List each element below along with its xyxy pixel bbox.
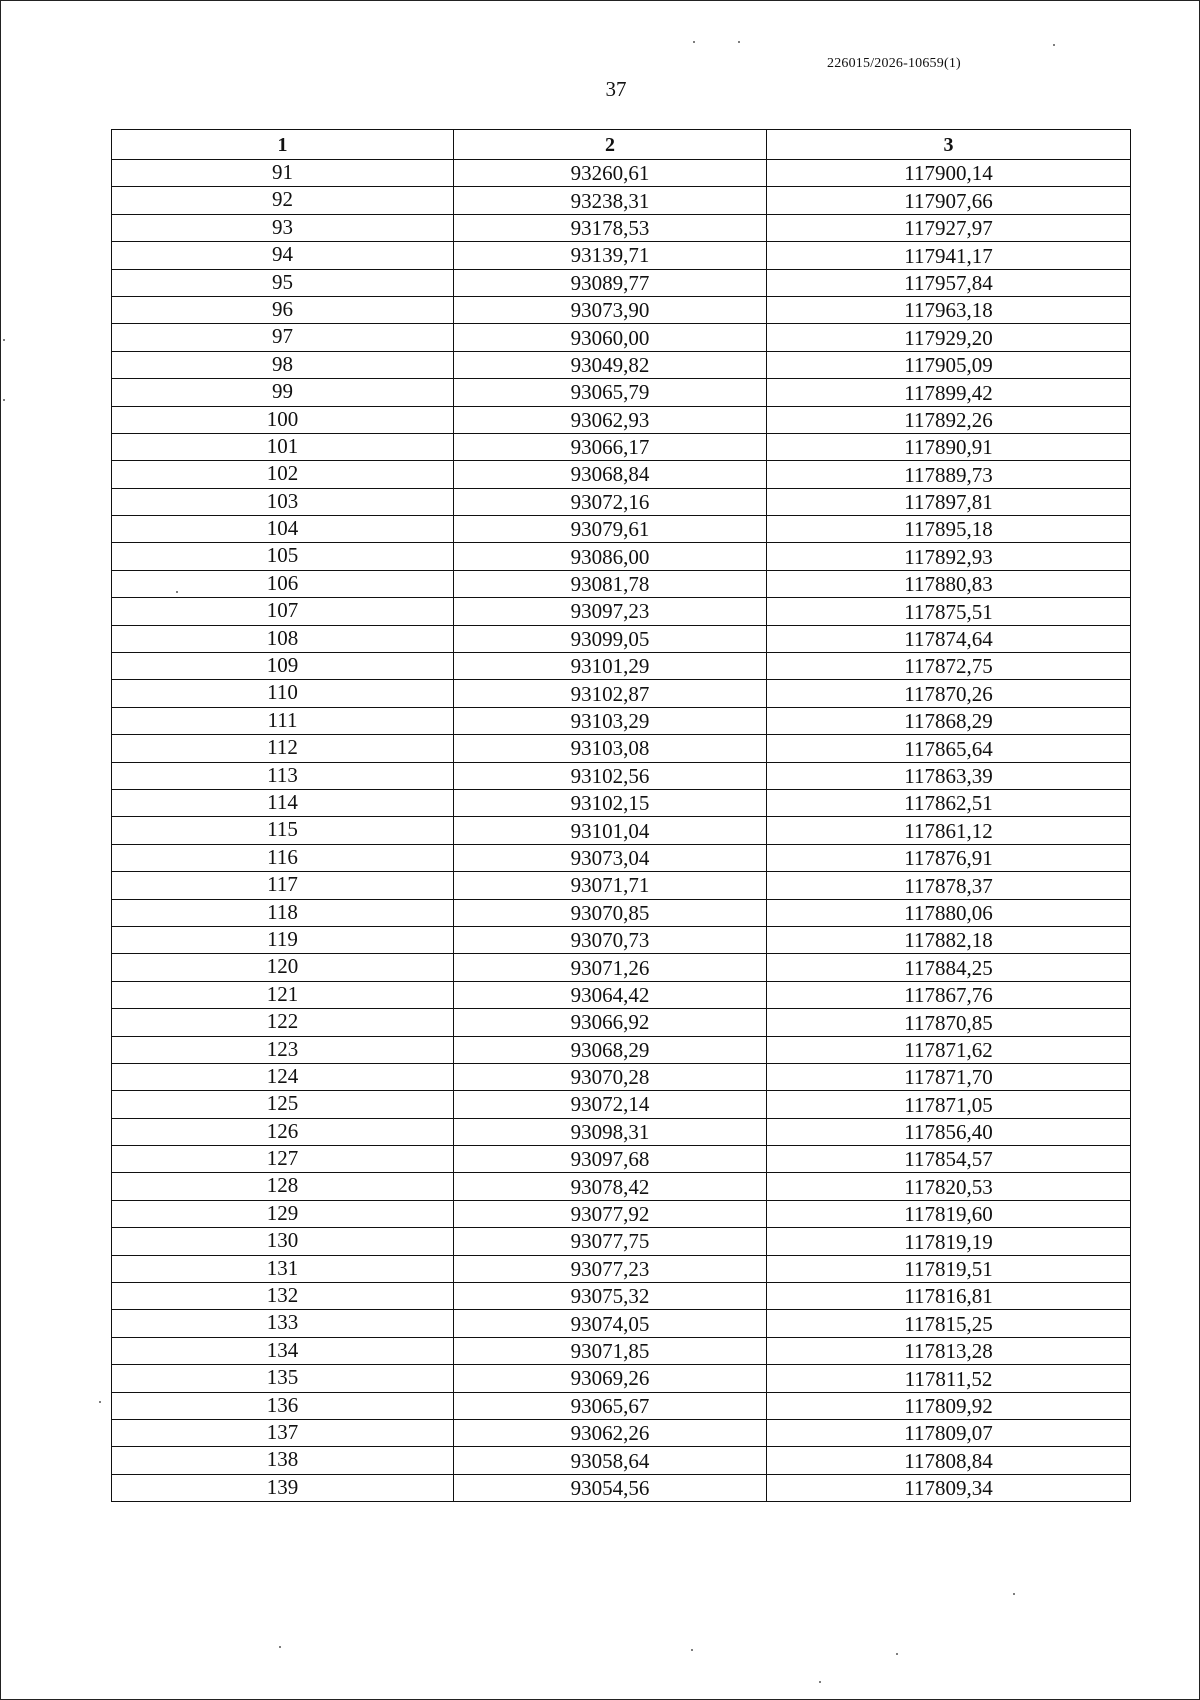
y-coordinate-cell: 117929,20 [767,324,1131,351]
x-coordinate-cell: 93065,67 [454,1392,767,1419]
point-number-cell: 128 [112,1173,454,1200]
y-coordinate-cell: 117854,57 [767,1146,1131,1173]
x-coordinate-cell: 93066,92 [454,1009,767,1036]
table-row [112,1009,1131,1036]
coordinates-table [111,129,1131,1502]
y-coordinate-cell: 117892,93 [767,543,1131,570]
x-coordinate-cell: 93178,53 [454,214,767,241]
x-coordinate-cell: 93071,26 [454,954,767,981]
y-coordinate-cell: 117861,12 [767,817,1131,844]
point-number-cell: 98 [112,351,454,378]
y-coordinate-cell: 117819,60 [767,1200,1131,1227]
y-coordinate-cell: 117820,53 [767,1173,1131,1200]
point-number-cell: 136 [112,1392,454,1419]
column-header: 1 [112,130,454,160]
y-coordinate-cell: 117900,14 [767,160,1131,187]
y-coordinate-cell: 117815,25 [767,1310,1131,1337]
scan-speck [693,41,695,43]
x-coordinate-cell: 93062,93 [454,406,767,433]
point-number-cell: 125 [112,1091,454,1118]
table-row [112,899,1131,926]
point-number-cell: 106 [112,570,454,597]
x-coordinate-cell: 93074,05 [454,1310,767,1337]
table-row [112,625,1131,652]
table-row [112,160,1131,187]
point-number-cell: 129 [112,1200,454,1227]
y-coordinate-cell: 117957,84 [767,269,1131,296]
scan-speck [279,1646,281,1648]
x-coordinate-cell: 93075,32 [454,1283,767,1310]
point-number-cell: 119 [112,926,454,953]
table-row [112,954,1131,981]
x-coordinate-cell: 93081,78 [454,570,767,597]
table-row [112,1255,1131,1282]
point-number-cell: 109 [112,653,454,680]
y-coordinate-cell: 117870,85 [767,1009,1131,1036]
table-row [112,1036,1131,1063]
table-row [112,488,1131,515]
y-coordinate-cell: 117905,09 [767,351,1131,378]
y-coordinate-cell: 117863,39 [767,762,1131,789]
y-coordinate-cell: 117895,18 [767,516,1131,543]
y-coordinate-cell: 117927,97 [767,214,1131,241]
x-coordinate-cell: 93097,68 [454,1146,767,1173]
point-number-cell: 114 [112,789,454,816]
x-coordinate-cell: 93078,42 [454,1173,767,1200]
y-coordinate-cell: 117880,83 [767,570,1131,597]
table-row [112,1337,1131,1364]
table-row [112,1310,1131,1337]
x-coordinate-cell: 93071,85 [454,1337,767,1364]
point-number-cell: 138 [112,1447,454,1474]
point-number-cell: 122 [112,1009,454,1036]
scan-speck [3,399,5,401]
x-coordinate-cell: 93072,16 [454,488,767,515]
x-coordinate-cell: 93071,71 [454,872,767,899]
point-number-cell: 110 [112,680,454,707]
table-row [112,762,1131,789]
table-row [112,1200,1131,1227]
page-number: 37 [605,77,627,101]
point-number-cell: 116 [112,844,454,871]
table-row [112,1474,1131,1501]
point-number-cell: 139 [112,1474,454,1501]
scan-speck [691,1649,693,1651]
point-number-cell: 111 [112,707,454,734]
y-coordinate-cell: 117808,84 [767,1447,1131,1474]
point-number-cell: 96 [112,296,454,323]
x-coordinate-cell: 93102,15 [454,789,767,816]
point-number-cell: 133 [112,1310,454,1337]
point-number-cell: 130 [112,1228,454,1255]
point-number-cell: 104 [112,516,454,543]
x-coordinate-cell: 93089,77 [454,269,767,296]
point-number-cell: 137 [112,1419,454,1446]
x-coordinate-cell: 93062,26 [454,1419,767,1446]
x-coordinate-cell: 93070,85 [454,899,767,926]
document-reference-number: 226015/2026-10659(1) [827,56,961,71]
x-coordinate-cell: 93077,23 [454,1255,767,1282]
x-coordinate-cell: 93070,73 [454,926,767,953]
y-coordinate-cell: 117878,37 [767,872,1131,899]
y-coordinate-cell: 117809,07 [767,1419,1131,1446]
y-coordinate-cell: 117862,51 [767,789,1131,816]
x-coordinate-cell: 93260,61 [454,160,767,187]
table-row [112,1392,1131,1419]
x-coordinate-cell: 93102,87 [454,680,767,707]
point-number-cell: 126 [112,1118,454,1145]
x-coordinate-cell: 93065,79 [454,379,767,406]
x-coordinate-cell: 93077,92 [454,1200,767,1227]
scan-speck [738,41,740,43]
table-row [112,1447,1131,1474]
x-coordinate-cell: 93102,56 [454,762,767,789]
y-coordinate-cell: 117870,26 [767,680,1131,707]
table-row [112,1091,1131,1118]
scan-speck [99,1401,101,1403]
table-row [112,296,1131,323]
x-coordinate-cell: 93073,90 [454,296,767,323]
table-row [112,680,1131,707]
x-coordinate-cell: 93068,29 [454,1036,767,1063]
x-coordinate-cell: 93103,08 [454,735,767,762]
table-row [112,351,1131,378]
y-coordinate-cell: 117871,62 [767,1036,1131,1063]
x-coordinate-cell: 93070,28 [454,1063,767,1090]
x-coordinate-cell: 93238,31 [454,187,767,214]
point-number-cell: 121 [112,981,454,1008]
table-row [112,379,1131,406]
y-coordinate-cell: 117890,91 [767,433,1131,460]
point-number-cell: 99 [112,379,454,406]
x-coordinate-cell: 93054,56 [454,1474,767,1501]
x-coordinate-cell: 93101,04 [454,817,767,844]
x-coordinate-cell: 93069,26 [454,1365,767,1392]
point-number-cell: 107 [112,598,454,625]
table-row [112,406,1131,433]
table-row [112,653,1131,680]
y-coordinate-cell: 117868,29 [767,707,1131,734]
table-row [112,570,1131,597]
point-number-cell: 108 [112,625,454,652]
x-coordinate-cell: 93077,75 [454,1228,767,1255]
table-row [112,1173,1131,1200]
x-coordinate-cell: 93060,00 [454,324,767,351]
y-coordinate-cell: 117884,25 [767,954,1131,981]
scan-speck [819,1681,821,1683]
y-coordinate-cell: 117809,92 [767,1392,1131,1419]
x-coordinate-cell: 93066,17 [454,433,767,460]
point-number-cell: 123 [112,1036,454,1063]
y-coordinate-cell: 117819,51 [767,1255,1131,1282]
table-row [112,1118,1131,1145]
x-coordinate-cell: 93097,23 [454,598,767,625]
table-row [112,817,1131,844]
y-coordinate-cell: 117865,64 [767,735,1131,762]
table-row [112,214,1131,241]
column-header: 2 [454,130,767,160]
x-coordinate-cell: 93103,29 [454,707,767,734]
point-number-cell: 115 [112,817,454,844]
x-coordinate-cell: 93079,61 [454,516,767,543]
table-row [112,598,1131,625]
table-header-row [112,130,1131,160]
point-number-cell: 127 [112,1146,454,1173]
y-coordinate-cell: 117941,17 [767,242,1131,269]
point-number-cell: 120 [112,954,454,981]
table-row [112,707,1131,734]
point-number-cell: 117 [112,872,454,899]
y-coordinate-cell: 117892,26 [767,406,1131,433]
y-coordinate-cell: 117811,52 [767,1365,1131,1392]
point-number-cell: 113 [112,762,454,789]
point-number-cell: 105 [112,543,454,570]
y-coordinate-cell: 117856,40 [767,1118,1131,1145]
point-number-cell: 112 [112,735,454,762]
scan-speck [1053,44,1055,46]
y-coordinate-cell: 117875,51 [767,598,1131,625]
y-coordinate-cell: 117813,28 [767,1337,1131,1364]
point-number-cell: 103 [112,488,454,515]
y-coordinate-cell: 117816,81 [767,1283,1131,1310]
point-number-cell: 102 [112,461,454,488]
y-coordinate-cell: 117867,76 [767,981,1131,1008]
table-row [112,1419,1131,1446]
point-number-cell: 101 [112,433,454,460]
x-coordinate-cell: 93098,31 [454,1118,767,1145]
x-coordinate-cell: 93086,00 [454,543,767,570]
table-row [112,187,1131,214]
table-row [112,872,1131,899]
x-coordinate-cell: 93072,14 [454,1091,767,1118]
table-row [112,1146,1131,1173]
y-coordinate-cell: 117889,73 [767,461,1131,488]
table-row [112,324,1131,351]
table-row [112,461,1131,488]
table-row [112,516,1131,543]
table-row [112,433,1131,460]
point-number-cell: 118 [112,899,454,926]
point-number-cell: 92 [112,187,454,214]
x-coordinate-cell: 93099,05 [454,625,767,652]
x-coordinate-cell: 93049,82 [454,351,767,378]
y-coordinate-cell: 117872,75 [767,653,1131,680]
point-number-cell: 134 [112,1337,454,1364]
point-number-cell: 132 [112,1283,454,1310]
x-coordinate-cell: 93058,64 [454,1447,767,1474]
scan-speck [176,591,178,593]
table-row [112,543,1131,570]
x-coordinate-cell: 93073,04 [454,844,767,871]
column-header: 3 [767,130,1131,160]
x-coordinate-cell: 93101,29 [454,653,767,680]
y-coordinate-cell: 117963,18 [767,296,1131,323]
scan-speck [896,1653,898,1655]
table-row [112,1228,1131,1255]
x-coordinate-cell: 93139,71 [454,242,767,269]
table-row [112,926,1131,953]
y-coordinate-cell: 117882,18 [767,926,1131,953]
table-row [112,1063,1131,1090]
y-coordinate-cell: 117819,19 [767,1228,1131,1255]
table-row [112,1365,1131,1392]
table-row [112,735,1131,762]
point-number-cell: 124 [112,1063,454,1090]
table-body [112,160,1131,1502]
point-number-cell: 95 [112,269,454,296]
table-row [112,242,1131,269]
point-number-cell: 135 [112,1365,454,1392]
point-number-cell: 93 [112,214,454,241]
table-row [112,269,1131,296]
y-coordinate-cell: 117880,06 [767,899,1131,926]
table-row [112,981,1131,1008]
y-coordinate-cell: 117871,05 [767,1091,1131,1118]
point-number-cell: 131 [112,1255,454,1282]
y-coordinate-cell: 117907,66 [767,187,1131,214]
scan-speck [1013,1593,1015,1595]
y-coordinate-cell: 117874,64 [767,625,1131,652]
table-row [112,789,1131,816]
x-coordinate-cell: 93064,42 [454,981,767,1008]
table-row [112,1283,1131,1310]
x-coordinate-cell: 93068,84 [454,461,767,488]
y-coordinate-cell: 117897,81 [767,488,1131,515]
point-number-cell: 94 [112,242,454,269]
y-coordinate-cell: 117876,91 [767,844,1131,871]
y-coordinate-cell: 117871,70 [767,1063,1131,1090]
coordinates-table-container [111,129,1130,1502]
point-number-cell: 100 [112,406,454,433]
y-coordinate-cell: 117809,34 [767,1474,1131,1501]
table-row [112,844,1131,871]
scan-speck [3,339,5,341]
y-coordinate-cell: 117899,42 [767,379,1131,406]
point-number-cell: 97 [112,324,454,351]
point-number-cell: 91 [112,160,454,187]
